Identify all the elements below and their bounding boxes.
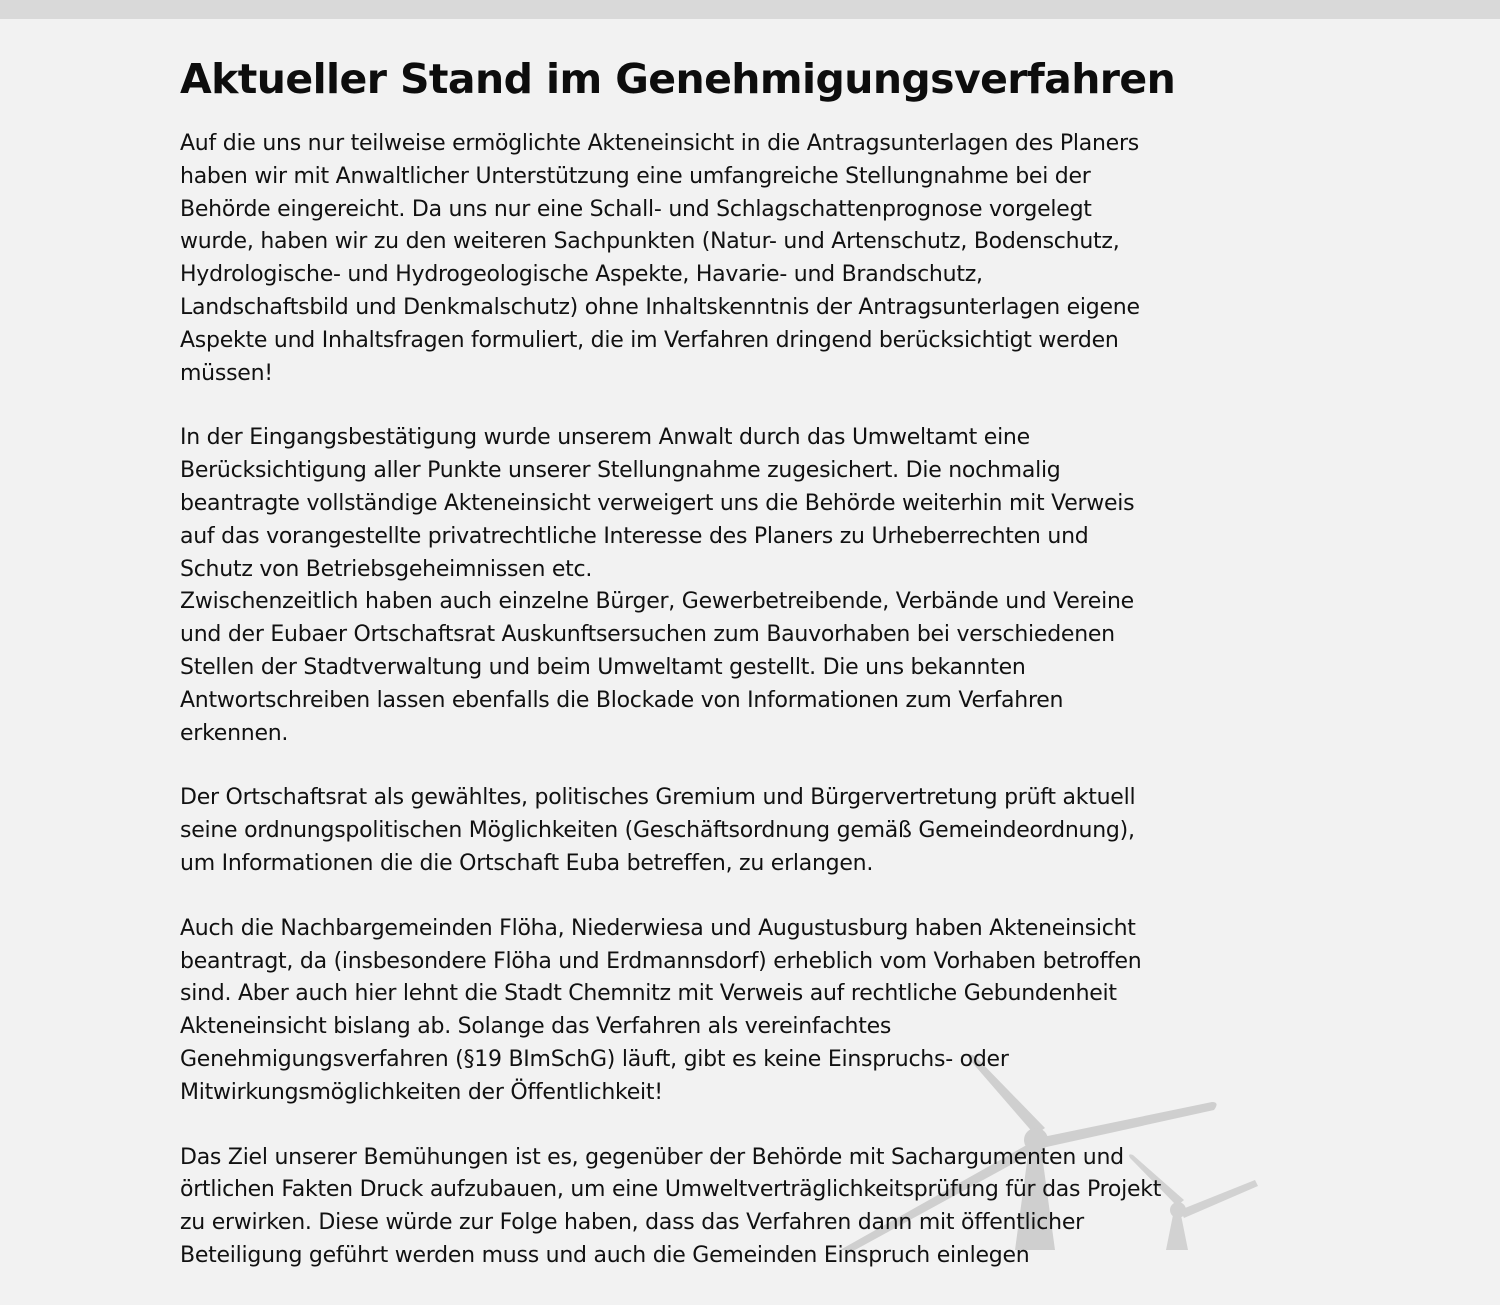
page-title: Aktueller Stand im Genehmigungsverfahren	[180, 55, 1176, 103]
paragraph-ziel: Das Ziel unserer Bemühungen ist es, gegenüber der Behörde mit Sachargumenten und örtlichen Fakten Druck aufzubauen, um eine Umweltverträglichkeitsprüfung für das Projekt zu erwirken. Diese würde zur Folge haben, dass das Verfahren dann mit öffentlicher Beteiligung geführt werden muss und auch die Gemeinden Einspruch einlegen	[180, 1144, 1162, 1268]
paragraph-eingangsbestaetigung: In der Eingangsbestätigung wurde unserem Anwalt durch das Umweltamt eine Berücksichtigung aller Punkte unserer Stellungnahme zugesichert. Die nochmalig beantragte vollständige Akteneinsicht verweigert uns die Behörde weiterhin mit Verweis auf das vorangestellte privatrechtliche Interesse des Planers zu Urheberrechten und Schutz von Betriebsgeheimnissen etc. Zwischenzeitlich haben auch einzelne Bürger, Gewerbetreibende, Verbände und Vereine und der Eubaer Ortschaftsrat Auskunftsersuchen zum Bauvorhaben bei verschiedenen Stellen der Stadtverwaltung und beim Umweltamt gestellt. Die uns bekannten Antwortschreiben lassen ebenfalls die Blockade von Informationen zum Verfahren erkennen.	[180, 425, 1135, 746]
paragraph-nachbargemeinden: Auch die Nachbargemeinden Flöha, Niederwiesa und Augustusburg haben Akteneinsicht beantragt, da (insbesondere Flöha und Erdmannsdorf) erheblich vom Vorhaben betroffen sind. Aber auch hier lehnt die Stadt Chemnitz mit Verweis auf rechtliche Gebundenheit Akteneinsicht bislang ab. Solange das Verfahren als vereinfachtes Genehmigungsverfahren (§19 BImSchG) läuft, gibt es keine Einspruchs- oder Mitwirkungsmöglichkeiten der Öffentlichkeit!	[180, 915, 1142, 1105]
paragraph-ortschaftsrat: Der Ortschaftsrat als gewähltes, politisches Gremium und Bürgervertretung prüft aktuell seine ordnungspolitischen Möglichkeiten (Geschäftsordnung gemäß Gemeindeordnung), um Informationen die die Ortschaft Euba betreffen, zu erlangen.	[180, 785, 1136, 876]
top-bar	[0, 0, 1500, 19]
article	[180, 52, 1320, 1305]
paragraph-stellungnahme: Auf die uns nur teilweise ermöglichte Akteneinsicht in die Antragsunterlagen des Planers haben wir mit Anwaltlicher Unterstützung eine umfangreiche Stellungnahme bei der Behörde eingereicht. Da uns nur eine Schall- und Schlagschattenprognose vorgelegt wurde, haben wir zu den weiteren Sachpunkten (Natur- und Artenschutz, Bodenschutz, Hydrologische- und Hydrogeologische Aspekte, Havarie- und Brandschutz, Landschaftsbild und Denkmalschutz) ohne Inhaltskenntnis der Antragsunterlagen eigene Aspekte und Inhaltsfragen formuliert, die im Verfahren dringend berücksichtigt werden müssen!	[180, 131, 1140, 386]
